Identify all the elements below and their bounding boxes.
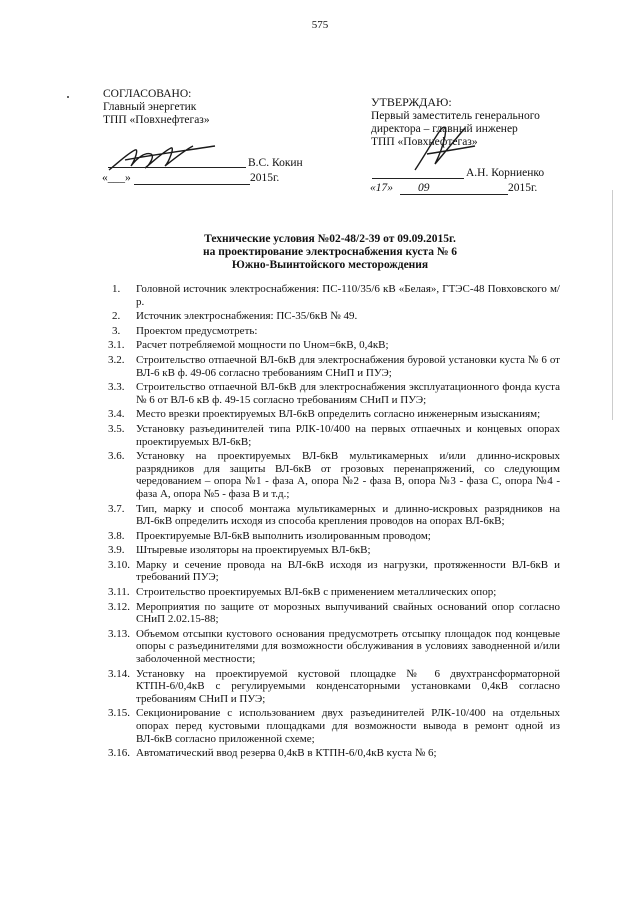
list-item <box>108 450 560 500</box>
item-text: Строительство отпаечной ВЛ-6кВ для электроснабжения эксплуатационного фонда куста № 6 от ВЛ-6 кВ ф. 49-15 согласно требованиям СНиП и ПУЭ; <box>136 381 560 406</box>
item-number: 3.4. <box>108 408 125 421</box>
item-number: 1. <box>112 283 121 295</box>
approved-company: ТПП «Повхнефтегаз» <box>371 136 478 148</box>
list-item <box>108 586 560 599</box>
date-line-left <box>134 184 250 185</box>
item-number: 3.12. <box>108 600 130 613</box>
item-number: 3.11. <box>108 586 130 599</box>
item-number: 3.6. <box>108 450 125 463</box>
item-number: 2. <box>112 310 121 323</box>
title-line-1: Технические условия №02-48/2-39 от 09.09.2015г. <box>204 233 456 245</box>
list-item <box>108 310 560 323</box>
signature-line-left <box>108 167 246 168</box>
list-item <box>108 354 560 379</box>
item-text: Источник электроснабжения: ПС-35/6кВ № 49. <box>136 310 358 323</box>
list-item <box>108 503 560 528</box>
item-text: Расчет потребляемой мощности по Uном=6кВ, 0,4кВ; <box>136 339 389 352</box>
item-text: Строительство отпаечной ВЛ-6кВ для электроснабжения буровой установки куста № 6 от ВЛ-6 кВ ф. 49-06 согласно требованиям СНиП и ПУЭ; <box>136 353 560 379</box>
item-text: Автоматический ввод резерва 0,4кВ в КТПН-6/0,4кВ куста № 6; <box>136 747 437 760</box>
item-text: Мероприятия по защите от морозных выпучиваний свайных оснований опор согласно СНиП 2.02.15-88; <box>136 600 560 626</box>
item-number: 3.1. <box>108 339 125 352</box>
agreed-company: ТПП «Повхнефтегаз» <box>103 114 210 126</box>
item-text: Установку на проектируемых ВЛ-6кВ мультикамерных и/или длинно-искровых разрядников для защиты ВЛ-6кВ от грозовых перенапряжений, со следующим чередованием – опора №1 - фаза А, опора №2 - фаза В, опора №3 - фаза С, опора №4 - фаза А, опора №5 - фаза В и т.д.; <box>136 450 560 500</box>
list-item <box>108 530 560 543</box>
item-number: 3.9. <box>108 544 125 557</box>
item-text: Место врезки проектируемых ВЛ-6кВ определить согласно инженерным изысканиям; <box>136 408 541 421</box>
item-number: 3.2. <box>108 353 125 366</box>
item-text: Головной источник электроснабжения: ПС-110/35/6 кВ «Белая», ГТЭС-48 Повховского м/р. <box>136 283 560 308</box>
item-text: Проектом предусмотреть: <box>136 324 258 337</box>
list-item <box>108 747 560 760</box>
title-line-2: на проектирование электроснабжения куста № 6 <box>202 246 458 258</box>
agreed-name: В.С. Кокин <box>248 157 303 169</box>
item-number: 3.8. <box>108 529 125 542</box>
item-number: 3.13. <box>108 627 130 640</box>
item-text: Проектируемые ВЛ-6кВ выполнить изолированным проводом; <box>136 529 431 542</box>
agreed-date-year: 2015г. <box>250 172 280 184</box>
approved-date-month: 09 <box>418 182 430 194</box>
item-text: Штыревые изоляторы на проектируемых ВЛ-6кВ; <box>136 544 371 557</box>
list-item <box>108 628 560 666</box>
list-item <box>108 707 560 745</box>
page-number: 575 <box>311 19 329 31</box>
item-number: 3.10. <box>108 558 130 571</box>
item-text: Установку на проектируемой кустовой площадке № 6 двухтрансформаторной КТПН-6/0,4кВ с регулируемыми конденсаторными установками 0,4кВ согласно требованиям СНиП и ПУЭ; <box>136 667 560 705</box>
requirements-list <box>108 283 560 762</box>
item-number: 3.15. <box>108 707 130 720</box>
list-item <box>108 339 560 352</box>
item-text: Марку и сечение провода на ВЛ-6кВ исходя из нагрузки, протяженности ВЛ-6кВ и требований ПУЭ; <box>136 558 560 584</box>
item-number: 3.14. <box>108 667 130 680</box>
document-title <box>150 233 510 272</box>
approval-block-agreed <box>103 88 303 127</box>
list-item <box>108 544 560 557</box>
date-line-right <box>400 194 508 195</box>
list-item <box>108 408 560 421</box>
item-number: 3.5. <box>108 422 125 435</box>
approved-heading: УТВЕРЖДАЮ: <box>371 95 452 109</box>
list-item <box>108 381 560 406</box>
agreed-date-day: «___» <box>102 172 131 184</box>
title-line-3: Южно-Выинтойского месторождения <box>231 259 429 271</box>
item-text: Объемом отсыпки кустового основания предусмотреть отсыпку площадок под концевые опоры с разъединителями для возможности обслуживания в условиях заводненной и/или заболоченной местности; <box>136 627 560 666</box>
item-text: Установку разъединителей типа РЛК-10/400 на первых отпаечных и концевых опорах проектируемых ВЛ-6кВ; <box>136 422 560 448</box>
list-item <box>108 283 560 308</box>
signature-line-right <box>372 178 464 179</box>
approved-date-year: 2015г. <box>508 182 538 194</box>
item-number: 3. <box>112 324 121 337</box>
approved-date-day: «17» <box>370 182 393 194</box>
list-item <box>108 559 560 584</box>
item-text: Тип, марку и способ монтажа мультикамерных и длинно-искровых разрядников на ВЛ-6кВ определить исходя из способа крепления проводов на опорах ВЛ-6кВ; <box>136 502 560 528</box>
scan-speck <box>67 96 69 98</box>
list-item <box>108 601 560 626</box>
item-number: 3.16. <box>108 747 130 760</box>
list-item <box>108 325 560 338</box>
item-number: 3.3. <box>108 381 125 394</box>
approved-position-2: директора – главный инженер <box>371 123 518 135</box>
item-text: Строительство проектируемых ВЛ-6кВ с применением металлических опор; <box>136 586 497 599</box>
list-item <box>108 423 560 448</box>
agreed-position: Главный энергетик <box>103 101 197 113</box>
scan-edge-mark <box>612 190 613 420</box>
agreed-heading: СОГЛАСОВАНО: <box>103 88 192 100</box>
item-number: 3.7. <box>108 502 125 515</box>
item-text: Секционирование с использованием двух разъединителей РЛК-10/400 на отдельных опорах перед кустовыми площадками для возможности вывода в ремонт одной из ВЛ-6кВ согласно приложенной схеме; <box>136 707 560 745</box>
approved-name: А.Н. Корниенко <box>466 167 545 179</box>
approved-position-1: Первый заместитель генерального <box>371 110 540 122</box>
list-item <box>108 668 560 706</box>
